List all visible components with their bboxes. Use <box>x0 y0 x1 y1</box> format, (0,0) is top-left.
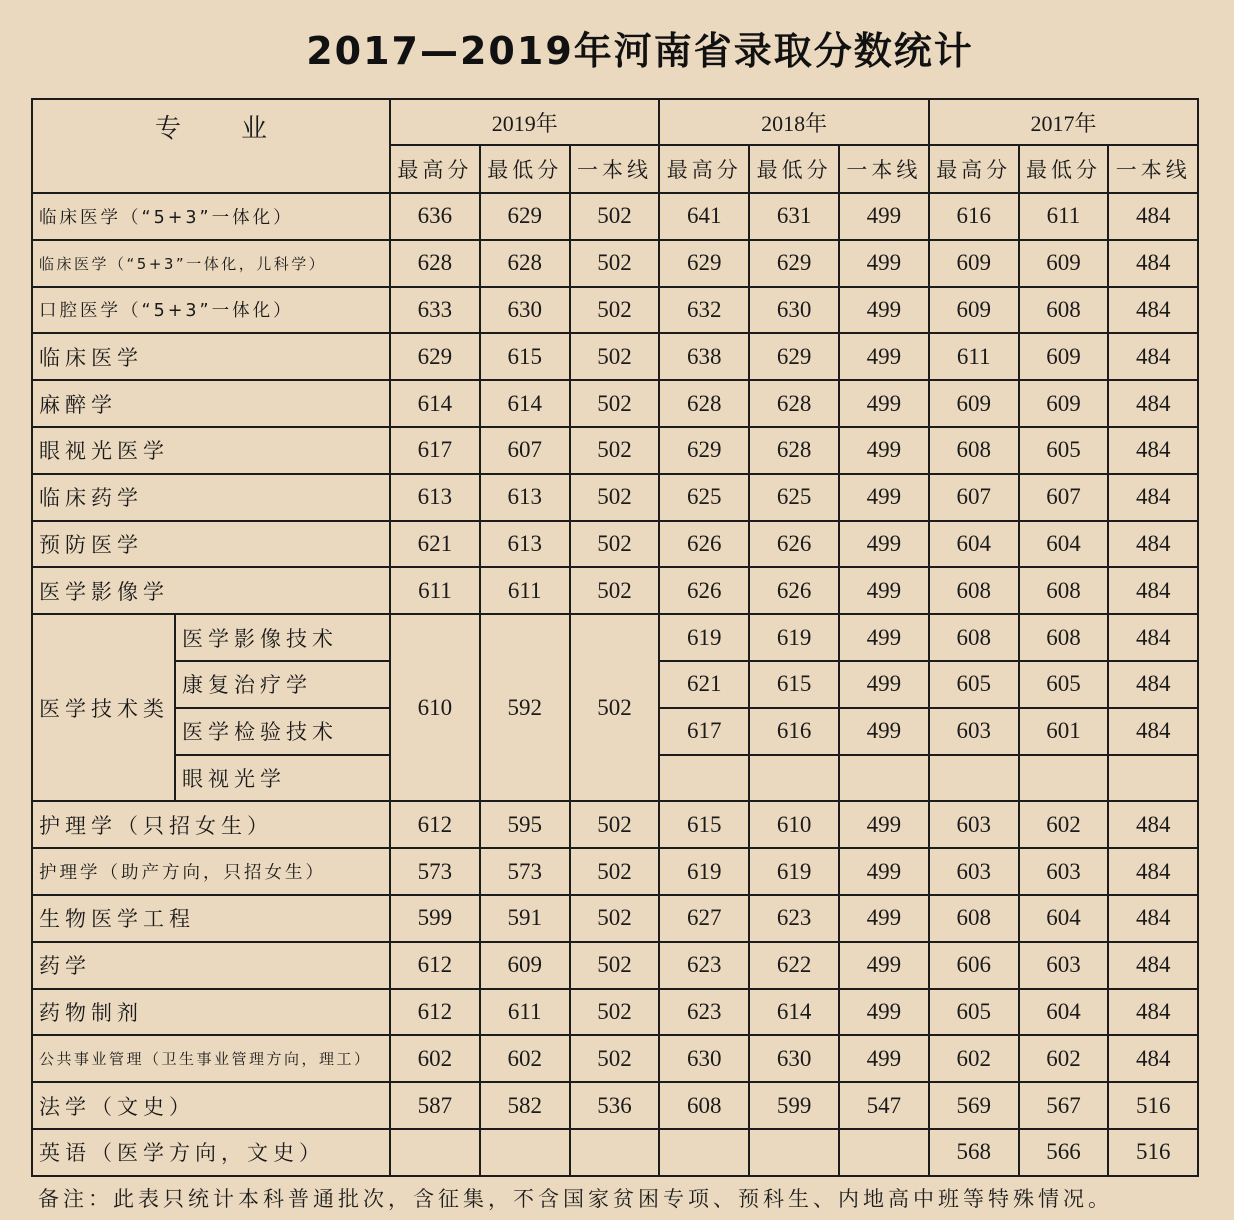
score-cell: 516 <box>1108 1129 1198 1176</box>
score-cell: 633 <box>390 287 480 334</box>
major-name: 护理学（只招女生） <box>32 801 390 848</box>
score-cell: 499 <box>839 193 929 240</box>
score-cell: 499 <box>839 287 929 334</box>
score-cell: 484 <box>1108 427 1198 474</box>
score-cell: 605 <box>1019 427 1109 474</box>
score-cell: 502 <box>570 287 660 334</box>
score-cell: 621 <box>390 521 480 568</box>
score-cell: 591 <box>480 895 570 942</box>
score-cell: 609 <box>480 942 570 989</box>
score-cell: 615 <box>480 333 570 380</box>
score-cell: 604 <box>929 521 1019 568</box>
page-title: 2017—2019年河南省录取分数统计 <box>306 29 974 73</box>
score-cell: 630 <box>659 1035 749 1082</box>
score-cell: 499 <box>839 333 929 380</box>
score-cell: 599 <box>390 895 480 942</box>
score-cell: 610 <box>749 801 839 848</box>
score-cell: 628 <box>749 427 839 474</box>
score-cell: 625 <box>659 474 749 521</box>
score-cell: 604 <box>1019 989 1109 1036</box>
sub-column-header: 一本线 <box>839 145 929 193</box>
score-cell: 499 <box>839 801 929 848</box>
score-cell: 606 <box>929 942 1019 989</box>
major-name: 临床医学（“5+3”一体化） <box>32 193 390 240</box>
score-cell: 616 <box>749 708 839 755</box>
score-cell: 631 <box>749 193 839 240</box>
score-cell: 629 <box>390 333 480 380</box>
score-cell: 614 <box>749 989 839 1036</box>
major-name: 临床药学 <box>32 474 390 521</box>
score-cell: 613 <box>480 521 570 568</box>
score-cell <box>839 1129 929 1176</box>
score-cell: 502 <box>570 1035 660 1082</box>
score-cell: 628 <box>480 240 570 287</box>
score-cell: 484 <box>1108 567 1198 614</box>
score-cell: 602 <box>1019 1035 1109 1082</box>
score-cell: 499 <box>839 942 929 989</box>
table-row <box>32 521 1198 568</box>
score-cell: 502 <box>570 427 660 474</box>
score-cell: 622 <box>749 942 839 989</box>
score-cell <box>659 755 749 802</box>
score-cell: 630 <box>749 287 839 334</box>
score-cell: 602 <box>1019 801 1109 848</box>
score-cell: 502 <box>570 942 660 989</box>
score-cell: 502 <box>570 474 660 521</box>
score-cell: 632 <box>659 287 749 334</box>
score-cell: 612 <box>390 801 480 848</box>
score-cell: 607 <box>480 427 570 474</box>
score-cell: 602 <box>390 1035 480 1082</box>
score-cell: 502 <box>570 895 660 942</box>
sub-column-header: 一本线 <box>570 145 660 193</box>
major-name: 眼视光医学 <box>32 427 390 474</box>
score-cell: 502 <box>570 521 660 568</box>
score-cell: 499 <box>839 614 929 661</box>
score-cell <box>749 755 839 802</box>
score-cell: 641 <box>659 193 749 240</box>
score-cell <box>1108 755 1198 802</box>
score-cell: 616 <box>929 193 1019 240</box>
major-header-label: 专业 <box>155 113 328 144</box>
table-row <box>32 895 1198 942</box>
score-cell: 484 <box>1108 661 1198 708</box>
table-row <box>32 801 1198 848</box>
score-cell: 602 <box>480 1035 570 1082</box>
score-cell: 621 <box>659 661 749 708</box>
major-name: 预防医学 <box>32 521 390 568</box>
major-name: 临床医学 <box>32 333 390 380</box>
sub-column-header: 最低分 <box>480 145 570 193</box>
score-cell: 499 <box>839 895 929 942</box>
category-name: 医学技术类 <box>32 614 175 801</box>
score-cell: 623 <box>749 895 839 942</box>
score-cell: 623 <box>659 989 749 1036</box>
sub-column-header: 最高分 <box>659 145 749 193</box>
score-cell: 499 <box>839 661 929 708</box>
score-cell: 547 <box>839 1082 929 1129</box>
score-cell: 499 <box>839 1035 929 1082</box>
score-cell: 499 <box>839 474 929 521</box>
score-cell <box>1019 755 1109 802</box>
score-cell: 502 <box>570 801 660 848</box>
table-row <box>32 848 1198 895</box>
major-name: 英语（医学方向，文史） <box>32 1129 390 1176</box>
sub-major-name: 医学影像技术 <box>175 614 390 661</box>
table-body <box>32 193 1198 1176</box>
score-cell: 608 <box>1019 614 1109 661</box>
major-name: 药物制剂 <box>32 989 390 1036</box>
score-cell: 614 <box>390 380 480 427</box>
score-cell: 605 <box>929 989 1019 1036</box>
score-cell: 612 <box>390 989 480 1036</box>
score-cell: 608 <box>1019 567 1109 614</box>
table-row <box>32 427 1198 474</box>
score-cell: 615 <box>749 661 839 708</box>
score-cell: 608 <box>929 427 1019 474</box>
score-cell: 587 <box>390 1082 480 1129</box>
table-row <box>32 614 1198 661</box>
year-header-2017: 2017年 <box>929 99 1198 145</box>
table-row <box>32 1035 1198 1082</box>
score-cell: 611 <box>480 989 570 1036</box>
score-cell <box>480 1129 570 1176</box>
score-cell: 484 <box>1108 240 1198 287</box>
score-cell: 628 <box>749 380 839 427</box>
score-cell: 608 <box>929 895 1019 942</box>
score-cell: 484 <box>1108 380 1198 427</box>
sub-column-header: 最高分 <box>929 145 1019 193</box>
score-cell: 625 <box>749 474 839 521</box>
score-cell: 619 <box>659 614 749 661</box>
major-name: 麻醉学 <box>32 380 390 427</box>
score-cell: 502 <box>570 333 660 380</box>
score-cell: 499 <box>839 567 929 614</box>
score-cell: 567 <box>1019 1082 1109 1129</box>
score-cell: 628 <box>390 240 480 287</box>
score-cell: 627 <box>659 895 749 942</box>
score-cell: 603 <box>1019 942 1109 989</box>
score-cell: 609 <box>929 240 1019 287</box>
score-cell: 612 <box>390 942 480 989</box>
score-cell: 484 <box>1108 848 1198 895</box>
score-cell: 568 <box>929 1129 1019 1176</box>
score-cell: 608 <box>929 614 1019 661</box>
score-cell: 611 <box>480 567 570 614</box>
score-cell: 608 <box>1019 287 1109 334</box>
score-cell: 636 <box>390 193 480 240</box>
score-cell: 614 <box>480 380 570 427</box>
major-name: 口腔医学（“5+3”一体化） <box>32 287 390 334</box>
score-cell: 499 <box>839 848 929 895</box>
score-cell: 609 <box>1019 333 1109 380</box>
score-cell: 605 <box>1019 661 1109 708</box>
score-cell: 601 <box>1019 708 1109 755</box>
score-cell: 599 <box>749 1082 839 1129</box>
score-cell: 619 <box>749 848 839 895</box>
table-row <box>32 474 1198 521</box>
score-cell: 605 <box>929 661 1019 708</box>
score-cell: 499 <box>839 380 929 427</box>
score-cell: 626 <box>659 567 749 614</box>
table-row <box>32 193 1198 240</box>
table-row <box>32 1129 1198 1176</box>
table-row <box>32 1082 1198 1129</box>
score-cell: 611 <box>1019 193 1109 240</box>
table-row <box>32 380 1198 427</box>
score-cell: 499 <box>839 989 929 1036</box>
score-cell: 608 <box>659 1082 749 1129</box>
score-cell <box>659 1129 749 1176</box>
score-cell: 582 <box>480 1082 570 1129</box>
score-cell: 629 <box>659 240 749 287</box>
score-cell: 603 <box>929 801 1019 848</box>
score-cell: 604 <box>1019 521 1109 568</box>
score-cell: 613 <box>390 474 480 521</box>
score-cell: 607 <box>1019 474 1109 521</box>
score-cell: 595 <box>480 801 570 848</box>
score-cell: 603 <box>1019 848 1109 895</box>
score-cell: 630 <box>749 1035 839 1082</box>
score-cell <box>929 755 1019 802</box>
score-cell: 609 <box>929 380 1019 427</box>
table-row <box>32 240 1198 287</box>
score-cell: 619 <box>749 614 839 661</box>
score-cell: 566 <box>1019 1129 1109 1176</box>
major-name: 护理学（助产方向，只招女生） <box>32 848 390 895</box>
score-cell: 502 <box>570 989 660 1036</box>
score-cell: 611 <box>390 567 480 614</box>
major-column-header <box>32 99 390 193</box>
score-cell: 603 <box>929 848 1019 895</box>
score-cell: 573 <box>390 848 480 895</box>
score-cell: 502 <box>570 848 660 895</box>
score-cell: 484 <box>1108 287 1198 334</box>
score-cell: 629 <box>749 240 839 287</box>
score-cell: 603 <box>929 708 1019 755</box>
major-name: 公共事业管理（卫生事业管理方向，理工） <box>32 1035 390 1082</box>
score-cell: 484 <box>1108 193 1198 240</box>
score-cell: 502 <box>570 567 660 614</box>
sub-major-name: 眼视光学 <box>175 755 390 802</box>
score-cell: 502 <box>570 193 660 240</box>
score-cell: 607 <box>929 474 1019 521</box>
score-cell <box>390 1129 480 1176</box>
table-row <box>32 989 1198 1036</box>
major-name: 药学 <box>32 942 390 989</box>
score-cell-merged-2019: 610 <box>390 614 480 801</box>
score-cell: 626 <box>749 521 839 568</box>
year-header-2018: 2018年 <box>659 99 928 145</box>
score-cell: 630 <box>480 287 570 334</box>
table-row <box>32 942 1198 989</box>
score-cell: 484 <box>1108 1035 1198 1082</box>
score-cell: 569 <box>929 1082 1019 1129</box>
sub-major-name: 康复治疗学 <box>175 661 390 708</box>
score-cell-merged-2019: 502 <box>570 614 660 801</box>
score-cell: 499 <box>839 240 929 287</box>
table-row <box>32 287 1198 334</box>
sub-column-header: 一本线 <box>1108 145 1198 193</box>
score-cell: 484 <box>1108 614 1198 661</box>
score-cell: 608 <box>929 567 1019 614</box>
score-cell: 536 <box>570 1082 660 1129</box>
sub-column-header: 最高分 <box>390 145 480 193</box>
score-cell: 502 <box>570 380 660 427</box>
sub-major-name: 医学检验技术 <box>175 708 390 755</box>
score-cell: 604 <box>1019 895 1109 942</box>
score-cell: 629 <box>749 333 839 380</box>
score-cell: 615 <box>659 801 749 848</box>
score-cell: 573 <box>480 848 570 895</box>
major-name: 医学影像学 <box>32 567 390 614</box>
score-cell: 499 <box>839 521 929 568</box>
score-cell: 626 <box>659 521 749 568</box>
score-cell: 502 <box>570 240 660 287</box>
score-cell: 638 <box>659 333 749 380</box>
score-cell: 617 <box>390 427 480 474</box>
major-name: 生物医学工程 <box>32 895 390 942</box>
score-cell: 609 <box>929 287 1019 334</box>
sub-column-header: 最低分 <box>1019 145 1109 193</box>
score-cell: 499 <box>839 708 929 755</box>
table-row <box>32 333 1198 380</box>
score-cell <box>749 1129 839 1176</box>
score-cell <box>570 1129 660 1176</box>
score-cell <box>839 755 929 802</box>
score-cell: 619 <box>659 848 749 895</box>
score-cell: 613 <box>480 474 570 521</box>
score-cell: 611 <box>929 333 1019 380</box>
score-cell: 623 <box>659 942 749 989</box>
score-cell: 484 <box>1108 895 1198 942</box>
score-cell: 484 <box>1108 708 1198 755</box>
score-cell: 609 <box>1019 380 1109 427</box>
score-cell: 484 <box>1108 942 1198 989</box>
score-cell: 484 <box>1108 801 1198 848</box>
score-cell: 609 <box>1019 240 1109 287</box>
table-row <box>32 567 1198 614</box>
score-cell: 628 <box>659 380 749 427</box>
score-cell: 602 <box>929 1035 1019 1082</box>
score-cell: 516 <box>1108 1082 1198 1129</box>
score-cell: 484 <box>1108 333 1198 380</box>
score-cell: 617 <box>659 708 749 755</box>
score-cell: 499 <box>839 427 929 474</box>
score-cell: 629 <box>659 427 749 474</box>
sub-column-header: 最低分 <box>749 145 839 193</box>
score-cell-merged-2019: 592 <box>480 614 570 801</box>
score-cell: 484 <box>1108 989 1198 1036</box>
admission-scores-table <box>31 98 1199 1177</box>
score-cell: 629 <box>480 193 570 240</box>
year-header-2019: 2019年 <box>390 99 659 145</box>
score-cell: 626 <box>749 567 839 614</box>
score-cell: 484 <box>1108 474 1198 521</box>
footnote: 备注：此表只统计本科普通批次，含征集，不含国家贫困专项、预科生、内地高中班等特殊情况。 <box>38 1187 1113 1211</box>
major-name: 临床医学（“5+3”一体化，儿科学） <box>32 240 390 287</box>
major-name: 法学（文史） <box>32 1082 390 1129</box>
score-cell: 484 <box>1108 521 1198 568</box>
